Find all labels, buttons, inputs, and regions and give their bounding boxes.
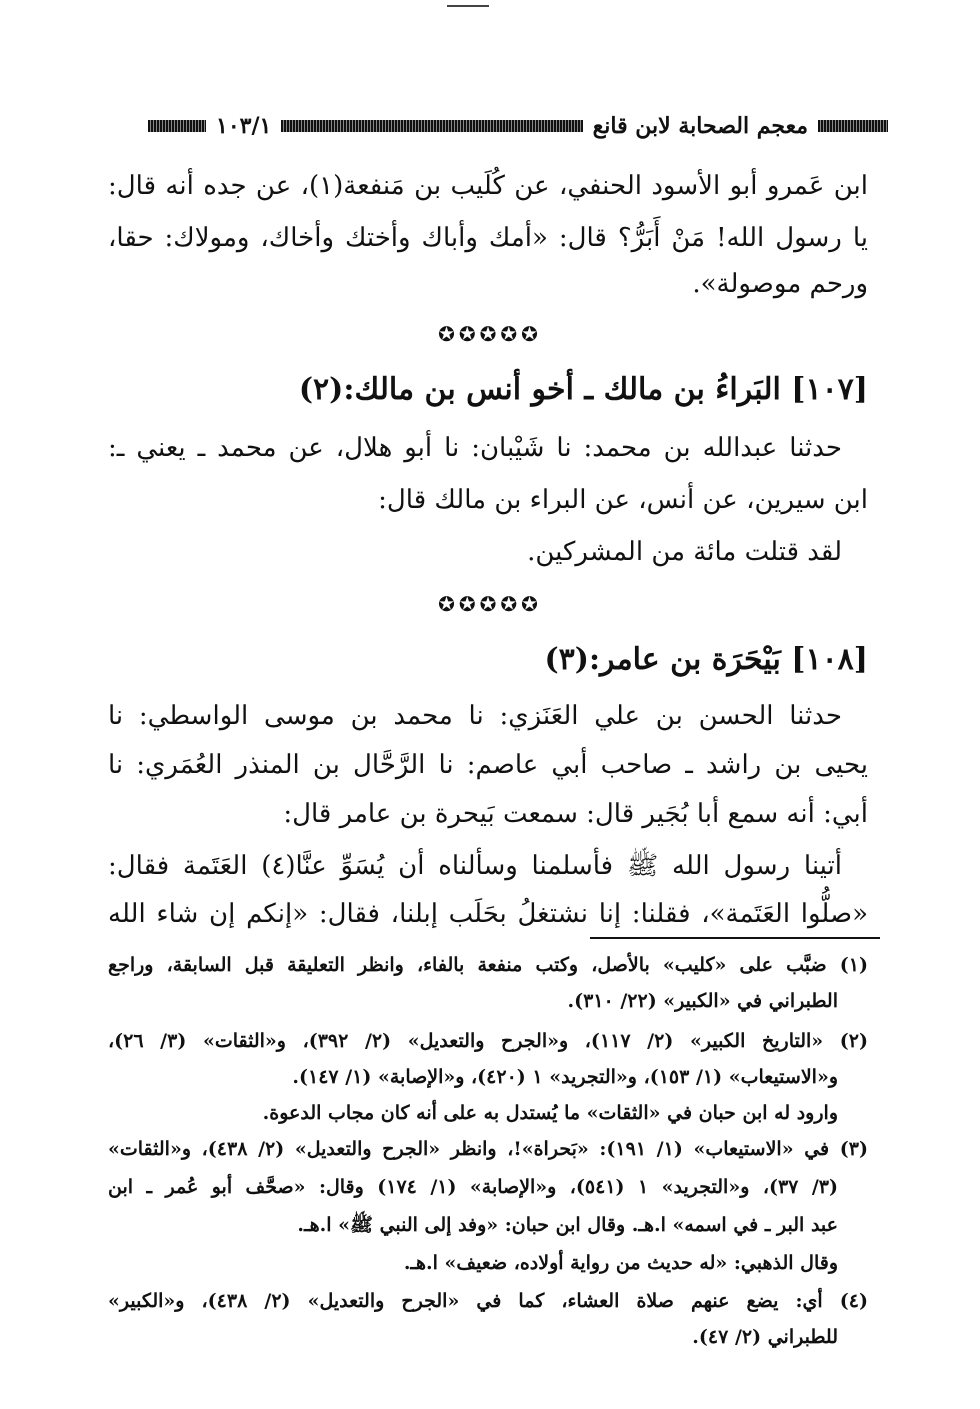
footnote-separator <box>590 937 880 939</box>
footnote-line: للطبراني (٢/ ٤٧). <box>692 1326 838 1348</box>
footnote-line: وقال الذهبي: «له حديث من رواية أولاده، ضعيف» ا.هـ. <box>403 1252 838 1274</box>
running-header <box>148 108 888 144</box>
footnote-line: وارود له ابن حبان في «الثقات» ما يُستدل به على أنه كان مجاب الدعوة. <box>262 1102 838 1124</box>
book-title: معجم الصحابة لابن قانع <box>592 113 808 139</box>
footnote-line: و«الاستيعاب» (١/ ١٥٣)، و«التجريد» ١ (٤٢٠)، و«الإصابة» (١/ ١٤٧). <box>292 1066 838 1088</box>
footnote-line: الطبراني في «الكبير» (٢٢/ ٣١٠). <box>567 990 838 1012</box>
header-ornament-bar <box>281 120 582 132</box>
footnote-line: (٢) «التاريخ الكبير» (٢/ ١١٧)، و«الجرح والتعديل» (٢/ ٣٩٢)، و«الثقات» (٣/ ٢٦)، <box>108 1030 869 1052</box>
text-line: أبي: أنه سمع أبا بُجَير قال: سمعت بَيحرة بن عامر قال: <box>283 799 868 829</box>
footnote-line: (٤) أي: يضع عنهم صلاة العشاء، كما في «الجرح والتعديل» (٢/ ٤٣٨)، و«الكبير» <box>108 1290 868 1312</box>
entry-heading: [١٠٨] بَيْحَرَة بن عامر:(٣) <box>544 642 868 677</box>
entry-heading: [١٠٧] البَراءُ بن مالك ـ أخو أنس بن مالك:(٢) <box>298 372 868 407</box>
text-line: ابن عَمرو أبو الأسود الحنفي، عن كُلَيب بن مَنفعة(١)، عن جده أنه قال: <box>108 171 868 201</box>
text-line: حدثنا الحسن بن علي العَنَزي: نا محمد بن موسى الواسطي: نا <box>108 701 842 731</box>
footnote-line: (٣) في «الاستيعاب» (١/ ١٩١): «بَحراة»!، وانظر «الجرح والتعديل» (٢/ ٤٣٨)، و«الثقات» <box>108 1138 868 1160</box>
footnote-line: (١) ضبَّب على «كليب» بالأصل، وكتب منفعة بالفاء، وانظر التعليقة قبل السابقة، وراجع <box>108 954 868 976</box>
text-line: لقد قتلت مائة من المشركين. <box>527 537 842 567</box>
text-line: يحيى بن راشد ـ صاحب أبي عاصم: نا الرَّحَّال بن المنذر العُمَري: نا <box>108 750 868 780</box>
section-divider: ✪✪✪✪✪ <box>438 592 542 616</box>
text-line: حدثنا عبدالله بن محمد: نا شَيْبان: نا أبو هلال، عن محمد ـ يعني ـ: <box>108 433 842 463</box>
footnote-line: (٣/ ٣٧)، و«التجريد» ١ (٥٤١)، و«الإصابة» (١/ ١٧٤) وقال: «صحَّف أبو عُمر ـ ابن <box>108 1176 838 1198</box>
text-line: «صلُّوا العَتَمة»، فقلنا: إنا نشتغلُ بحَلَب إبلنا، فقال: «إنكم إن شاء الله <box>108 899 869 929</box>
text-line: ورحم موصولة». <box>692 269 868 299</box>
header-ornament-bar <box>148 120 206 132</box>
text-line: يا رسول الله! مَنْ أَبَرُّ؟ قال: «أمك وأباك وأختك وأخاك، ومولاك: حقا، <box>108 223 868 253</box>
header-ornament-bar <box>818 120 888 132</box>
page-number: ١٠٣/١ <box>216 113 272 139</box>
section-divider: ✪✪✪✪✪ <box>438 322 542 346</box>
text-line: ابن سيرين، عن أنس، عن البراء بن مالك قال: <box>378 485 868 515</box>
text-line: أتينا رسول الله ﷺ فأسلمنا وسألناه أن يُسَوِّ عنَّا(٤) العَتَمة فقال: <box>108 851 842 881</box>
footnote-line: عبد البر ـ في اسمه» ا.هـ. وقال ابن حبان: «وفد إلى النبي ﷺ» ا.هـ. <box>297 1214 838 1236</box>
top-scan-mark <box>447 5 489 7</box>
